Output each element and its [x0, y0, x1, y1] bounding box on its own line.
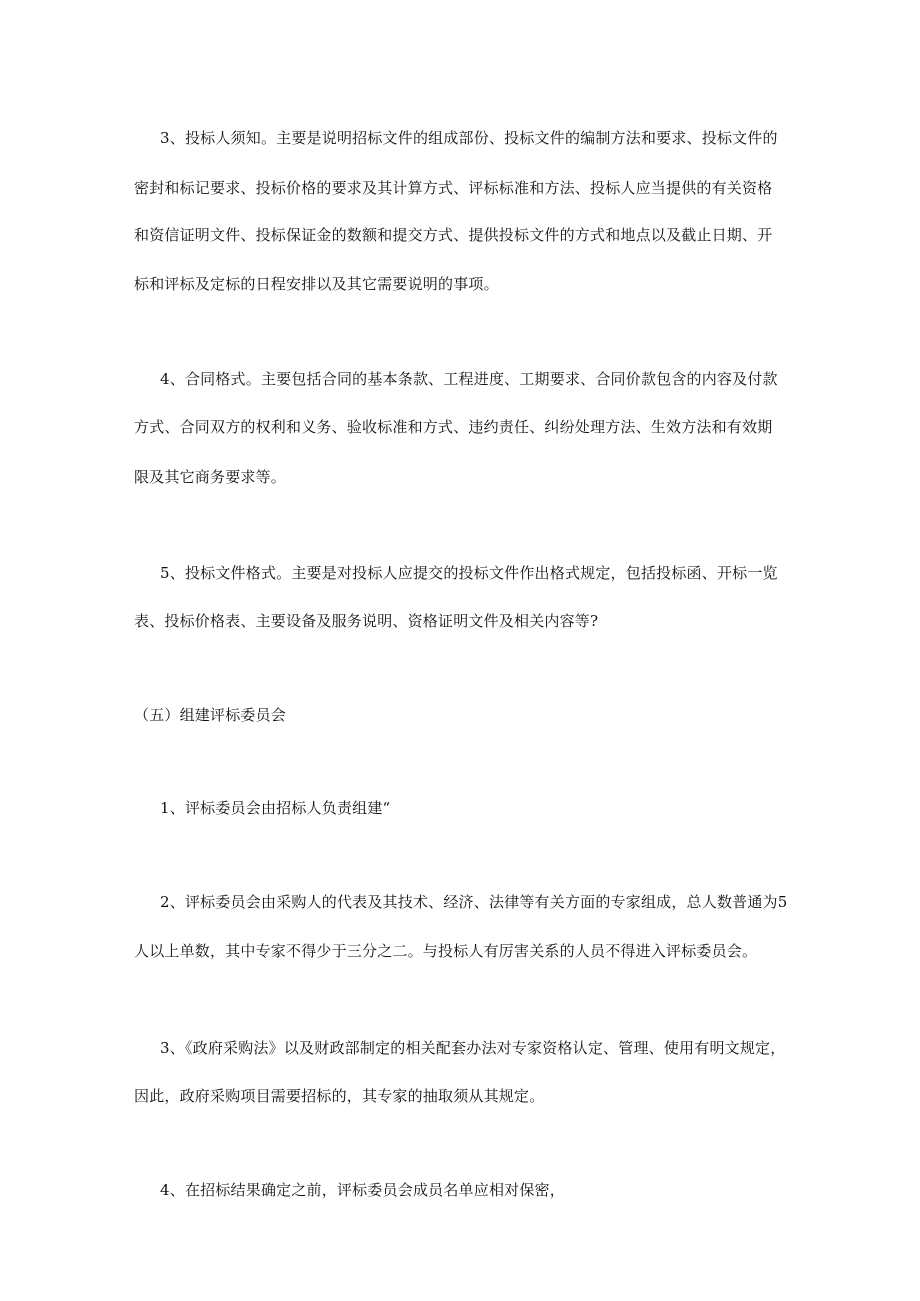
text-line: 2、评标委员会由采购人的代表及其技术、经济、法律等有关方面的专家组成，总人数普通为5	[160, 893, 788, 911]
text-line: 1、评标委员会由招标人负责组建“	[160, 799, 391, 817]
text-line: 和资信证明文件、投标保证金的数额和提交方式、提供投标文件的方式和地点以及截止日期、开	[134, 226, 773, 244]
text-line: 限及其它商务要求等。	[134, 468, 287, 486]
text-line: 4、在招标结果确定之前，评标委员会成员名单应相对保密，	[160, 1181, 565, 1199]
text-line: 表、投标价格表、主要设备及服务说明、资格证明文件及相关内容等?	[134, 612, 599, 630]
text-line: 因此，政府采购项目需要招标的，其专家的抽取须从其规定。	[134, 1087, 545, 1105]
text-line: 密封和标记要求、投标价格的要求及其计算方式、评标标准和方法、投标人应当提供的有关资格	[134, 179, 773, 197]
text-line: 标和评标及定标的日程安排以及其它需要说明的事项。	[134, 275, 499, 293]
text-line: 方式、合同双方的权利和义务、验收标准和方式、违约责任、纠纷处理方法、生效方法和有效期	[134, 418, 773, 436]
text-line: 5、投标文件格式。主要是对投标人应提交的投标文件作出格式规定，包括投标函、开标一览	[160, 564, 778, 582]
text-line: 人以上单数，其中专家不得少于三分之二。与投标人有厉害关系的人员不得进入评标委员会。	[134, 942, 758, 960]
text-line: 4、合同格式。主要包括合同的基本条款、工程进度、工期要求、合同价款包含的内容及付款	[160, 370, 778, 388]
text-line: 3、投标人须知。主要是说明招标文件的组成部份、投标文件的编制方法和要求、投标文件的	[160, 129, 778, 147]
heading-text: （五）组建评标委员会	[134, 706, 287, 724]
text-line: 3、《政府采购法》以及财政部制定的相关配套办法对专家资格认定、管理、使用有明文规定，	[160, 1039, 786, 1057]
